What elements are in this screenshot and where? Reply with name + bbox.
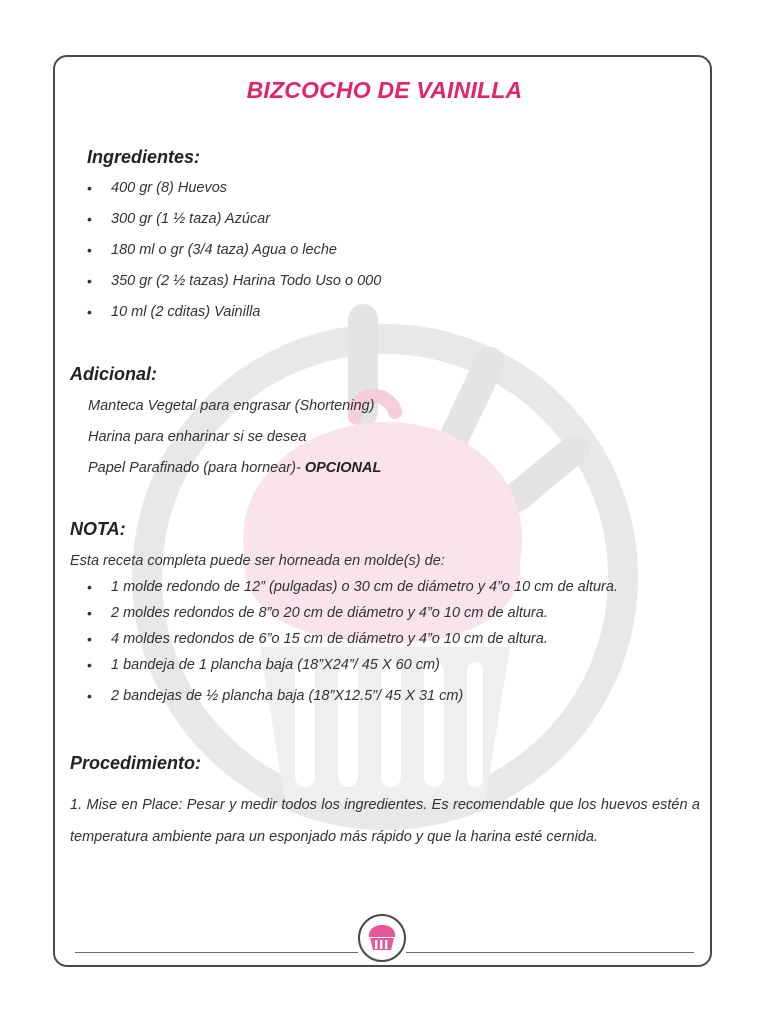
note-intro: Esta receta completa puede ser horneada en molde(s) de: xyxy=(70,553,445,569)
footer-badge xyxy=(358,914,406,962)
additional-heading: Adicional: xyxy=(70,364,158,384)
recipe-card: BIZCOCHO DE VAINILLA Ingredientes: • 400 gr (8) Huevos • 300 gr (1 ½ taza) Azúcar • 180 ml o gr (3/4 taza) Agua o leche • 350 gr (2 ½ tazas) Harina Todo Uso o 000 • 10 ml (2 cditas) Vainilla Adicional: Manteca Vegetal para engrasar (Shortening) Harina para enharinar si se desea Papel Parafinado (para hornear)- OPCIONAL NOTA: Esta receta completa puede ser horneada en molde(s) de: • 1 molde redondo de 12” (pulgadas) o 30 cm de diámetro y 4”o 10 cm de altura. • 2 moldes redondos de 8”o 20 cm de diámetro y 4”o 10 cm de altura. • 4 moldes redondos de 6”o 15 cm de diámetro y 4”o 10 cm de altura. • 1 bandeja de 1 plancha baja (18”X24”/ 45 X 60 cm) • 2 bandejas de ½ plancha baja (18”X12.5”/ 45 X 31 cm) Procedimiento: 1. Mise en Place: Pesar y medir todos los ingredientes. Es recomendable que los huevos estén a temperatura ambiente para un esponjado más rápido y que la harina esté cernida. xyxy=(53,55,712,967)
footer-divider-right xyxy=(406,952,694,953)
additional-line: Manteca Vegetal para engrasar (Shortening) xyxy=(88,398,375,414)
cupcake-icon xyxy=(360,916,404,960)
procedure-text: 1. Mise en Place: Pesar y medir todos los ingredientes. Es recomendable que los huevos estén a temperatura ambiente para un esponjado más rápido y que la harina esté cernida. xyxy=(70,797,700,845)
ingredients-heading: Ingredientes: xyxy=(87,147,201,167)
optional-tag: OPCIONAL xyxy=(304,460,382,476)
procedure-heading: Procedimiento: xyxy=(70,753,202,773)
footer-divider-left xyxy=(75,952,358,953)
note-heading: NOTA: xyxy=(70,519,126,539)
additional-line: Papel Parafinado (para hornear)- OPCIONAL xyxy=(88,460,382,476)
additional-line: Harina para enharinar si se desea xyxy=(88,429,307,445)
recipe-title: BIZCOCHO DE VAINILLA xyxy=(246,77,523,103)
